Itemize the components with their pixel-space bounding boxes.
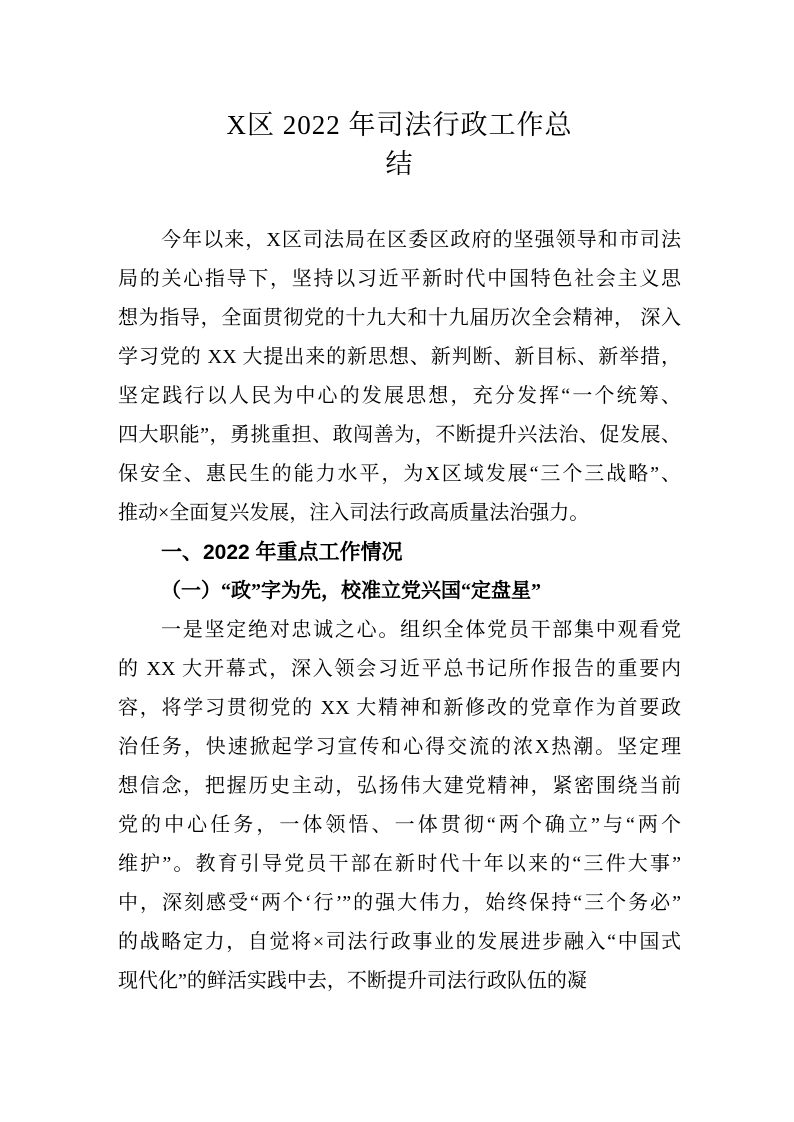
- para2-line-10: 现代化”的鲜活实践中去，不断提升司法行政队伍的凝: [118, 970, 587, 992]
- para2-line-3: 容，将学习贯彻党的 XX 大精神和新修改的党章作为首要政: [118, 697, 681, 719]
- para1-line-7: 保安全、惠民生的能力水平，为X区域发展“三个三战略”、: [118, 463, 681, 485]
- para1-line-2: 局的关心指导下，坚持以习近平新时代中国特色社会主义思: [118, 268, 681, 290]
- para2-line-7: 维护”。教育引导党员干部在新时代十年以来的“三件大事”: [118, 853, 681, 875]
- document-body: [118, 221, 681, 1001]
- section-heading-1: 一、2022 年重点工作情况: [161, 541, 403, 564]
- para1-line-1: 今年以来，X区司法局在区委区政府的坚强领导和市司法: [161, 229, 681, 251]
- document-content: [118, 0, 681, 1001]
- subsection-heading-1: （一）“政”字为先，校准立党兴国“定盘星”: [161, 580, 541, 602]
- title-line-2: 结: [385, 149, 414, 179]
- para2-line-9: 的战略定力，自觉将×司法行政事业的发展进步融入“中国式: [118, 931, 681, 953]
- para2-line-2: 的 XX 大开幕式，深入领会习近平总书记所作报告的重要内: [118, 658, 681, 680]
- para2-line-8: 中，深刻感受“两个‘行’”的强大伟力，始终保持“三个务必”: [118, 892, 681, 914]
- para1-line-5: 坚定践行以人民为中心的发展思想，充分发挥“一个统筹、: [118, 385, 681, 407]
- para1-line-4: 学习党的 XX 大提出来的新思想、新判断、新目标、新举措，: [118, 346, 681, 368]
- title-line-1: X区 2022 年司法行政工作总: [226, 110, 573, 140]
- para1-line-8: 推动×全面复兴发展，注入司法行政高质量法治强力。: [118, 502, 590, 524]
- para1-line-6: 四大职能”，勇挑重担、敢闯善为，不断提升兴法治、促发展、: [118, 424, 681, 446]
- para2-line-1: 一是坚定绝对忠诚之心。组织全体党员干部集中观看党: [161, 619, 681, 641]
- para2-line-6: 党的中心任务，一体领悟、一体贯彻“两个确立”与“两个: [118, 814, 681, 836]
- para2-line-5: 想信念，把握历史主动，弘扬伟大建党精神，紧密围绕当前: [118, 775, 681, 797]
- para2-line-4: 治任务，快速掀起学习宣传和心得交流的浓X热潮。坚定理: [118, 736, 681, 758]
- para1-line-3: 想为指导，全面贯彻党的十九大和十九届历次全会精神， 深入: [118, 307, 681, 329]
- document-title: [118, 106, 681, 184]
